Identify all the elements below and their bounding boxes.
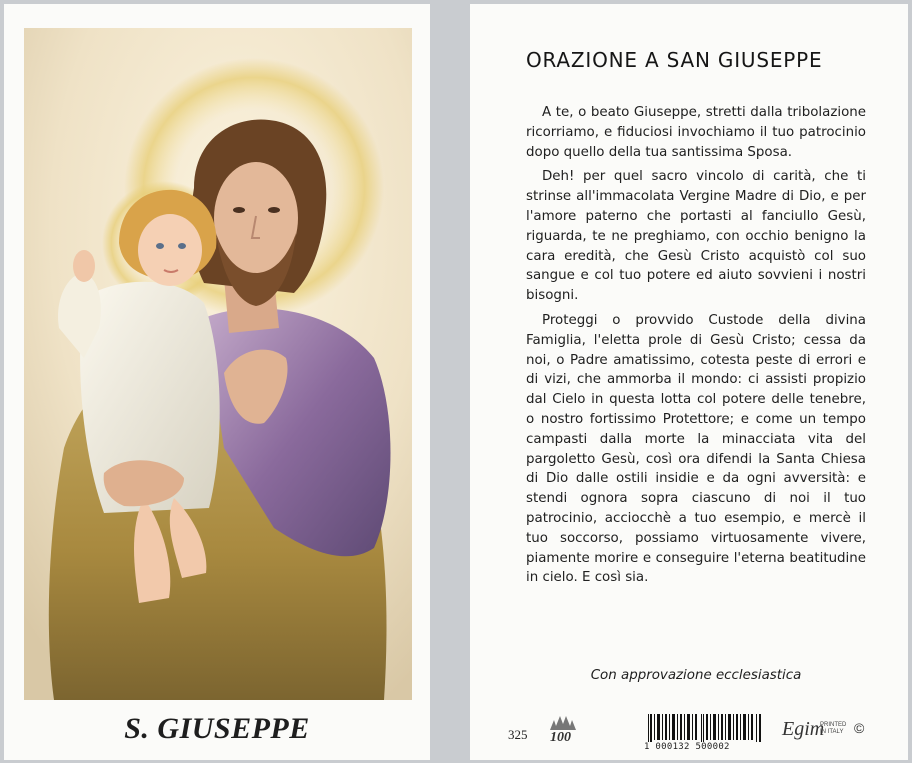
prayer-paragraph: Deh! per quel sacro vincolo di carità, che ti strinse all'immacolata Vergine Madre di Dio, e per l'amore paterno che portasti al fanciullo Gesù, riguarda, te ne preghiamo, con occhio benigno la cara eredità, che Gesù Cristo acquistò col suo sangue e col tuo potere ed aiuto sovvieni i nostri bisogni.: [526, 169, 866, 304]
printed-in-italy: PRINTED IN ITALY: [820, 722, 847, 735]
barcode-number: 1 000132 500002: [644, 742, 730, 752]
saint-name-caption: S. GIUSEPPE: [124, 712, 310, 745]
card-footer: [470, 704, 908, 754]
prayer-text: [526, 103, 866, 593]
card-number: 325: [508, 727, 528, 742]
saint-joseph-painting: [24, 28, 412, 700]
anniversary-badge: [546, 712, 580, 748]
prayer-paragraph: Proteggi o provvido Custode della divina Famiglia, l'eletta prole di Gesù Cristo; cessa da noi, o Padre amatissimo, cotesta peste di errori e di vizi, che ammorba il mondo: ci assisti propizio dal Cielo in questa lotta col potere delle tenebre, o nostro fortissimo Protettore; e come un tempo campasti dalla morte la minacciata vita del pargoletto Gesù, così ora difendi la Santa Chiesa di Dio dalle ostili insidie e da ogni avversità: e stendi ognora sopra ciascuno di noi il tuo patrocinio, acciocchè a tuo esempio, e mercè il tuo soccorso, possiamo virtuosamente vivere, piamente morire e conseguire l'eterna beatitudine in cielo. E così sia.: [526, 312, 866, 586]
painting-illustration: [24, 28, 412, 700]
ecclesiastical-approval: Con approvazione ecclesiastica: [590, 668, 802, 683]
publisher-mark: [782, 718, 902, 748]
publisher-logo: Egim: [782, 718, 825, 740]
holy-card-front: [4, 4, 430, 760]
holy-card-back: [470, 4, 908, 760]
barcode-icon: [646, 714, 766, 744]
prayer-paragraph: A te, o beato Giuseppe, stretti dalla tribolazione ricorriamo, e fiduciosi invochiamo il tuo patrocinio dopo quello della tua santissima Sposa.: [526, 105, 866, 160]
prayer-title: ORAZIONE A SAN GIUSEPPE: [526, 48, 823, 72]
anniversary-number: 100: [550, 730, 571, 745]
copyright-icon: ©: [854, 720, 865, 736]
